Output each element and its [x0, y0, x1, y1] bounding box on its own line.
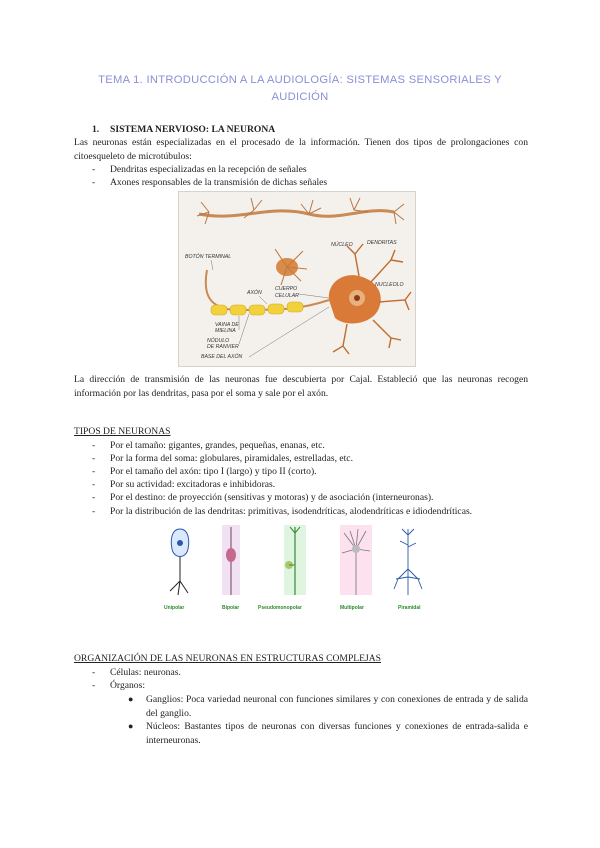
list-item: Órganos: [110, 680, 145, 691]
label-nodulo-1: NÓDULO [207, 338, 230, 344]
sub-item-nucleos: Núcleos: Bastantes tipos de neuronas con diversas funciones y conexiones de entrada-salida e interneuronas. [146, 721, 528, 746]
dash: - [92, 479, 96, 490]
unipolar-neuron [170, 529, 189, 595]
label-nodulo-2: DE RANVIER [207, 344, 239, 350]
myelin-sheath [211, 302, 303, 315]
dash: - [92, 466, 96, 477]
section-1-number: 1. [92, 124, 100, 135]
list-item: Dendritas especializadas en la recepción de señales [110, 164, 307, 175]
list-item: Por el tamaño: gigantes, grandes, pequeñas, enanas, etc. [110, 440, 325, 451]
tipos-heading: TIPOS DE NEURONAS [74, 426, 171, 437]
section-1-intro: Las neuronas están especializadas en el procesado de la información. Tienen dos tipos de prolongaciones con citoesqueleto de microtúbulos: [74, 137, 528, 162]
dash: - [92, 667, 96, 678]
label-dendritas: DENDRITAS [367, 240, 397, 246]
dash: - [92, 680, 96, 691]
label-boton: BOTÓN TERMINAL [185, 254, 232, 260]
neuron-illustration [179, 192, 415, 366]
section-1-heading: SISTEMA NERVIOSO: LA NEURONA [110, 124, 276, 135]
label-multipolar: Multipolar [340, 605, 364, 611]
label-nucleo: NÚCLEO [331, 242, 353, 248]
label-axon: AXÓN [247, 290, 262, 296]
list-item: Células: neuronas. [110, 667, 181, 678]
label-nucleolo: NUCLEOLO [375, 282, 404, 288]
bullet: ● [128, 721, 134, 731]
label-pseudomonopolar: Pseudomonopolar [258, 605, 302, 611]
cajal-paragraph: La dirección de transmisión de las neuronas fue descubierta por Cajal. Estableció que las neuronas recogen información por las dendritas, pasa por el soma y sale por el axón. [74, 374, 528, 399]
list-item: Por la forma del soma: globulares, piramidales, estrelladas, etc. [110, 453, 353, 464]
dash: - [92, 492, 96, 503]
list-item: Axones responsables de la transmisión de dichas señales [110, 177, 328, 188]
neuron-types-illustration [158, 525, 446, 605]
label-unipolar: Unipolar [164, 605, 185, 611]
dash: - [92, 453, 96, 464]
sub-item-ganglios: Ganglios: Poca variedad neuronal con funciones similares y con conexiones de entrada y de salida del ganglio. [146, 694, 528, 719]
neuron-diagram [178, 191, 416, 367]
title-line-2: AUDICIÓN [271, 91, 329, 103]
dash: - [92, 506, 96, 517]
dash: - [92, 440, 96, 451]
label-piramidal: Piramidal [398, 605, 421, 611]
label-cuerpo-1: CUERPO [275, 286, 298, 292]
organizacion-heading: ORGANIZACIÓN DE LAS NEURONAS EN ESTRUCTURAS COMPLEJAS [74, 653, 382, 664]
label-bipolar: Bipolar [222, 605, 240, 611]
nucleolus [354, 295, 360, 301]
label-base: BASE DEL AXÓN [201, 354, 243, 360]
bullet: ● [128, 694, 134, 704]
axon-line [206, 270, 329, 310]
list-item: Por el destino: de proyección (sensitivas y motoras) y de asociación (interneuronas). [110, 492, 434, 503]
page-title [90, 72, 510, 106]
list-item: Por el tamaño del axón: tipo I (largo) y tipo II (corto). [110, 466, 317, 477]
neuron-types-figure [158, 525, 446, 617]
dash: - [92, 177, 96, 188]
label-vaina-1: VAINA DE [215, 322, 239, 328]
dash: - [92, 164, 96, 175]
list-item: Por su actividad: excitadoras e inhibidoras. [110, 479, 276, 490]
title-line-1: TEMA 1. INTRODUCCIÓN A LA AUDIOLOGÍA: SISTEMAS SENSORIALES Y [98, 74, 502, 86]
label-vaina-2: MIELINA [215, 328, 236, 334]
label-cuerpo-2: CELULAR [275, 293, 299, 299]
list-item: Por la distribución de las dendritas: primitivas, isodendríticas, alodendríticas e idiodendríticas. [110, 506, 473, 517]
piramidal-neuron [394, 529, 422, 595]
